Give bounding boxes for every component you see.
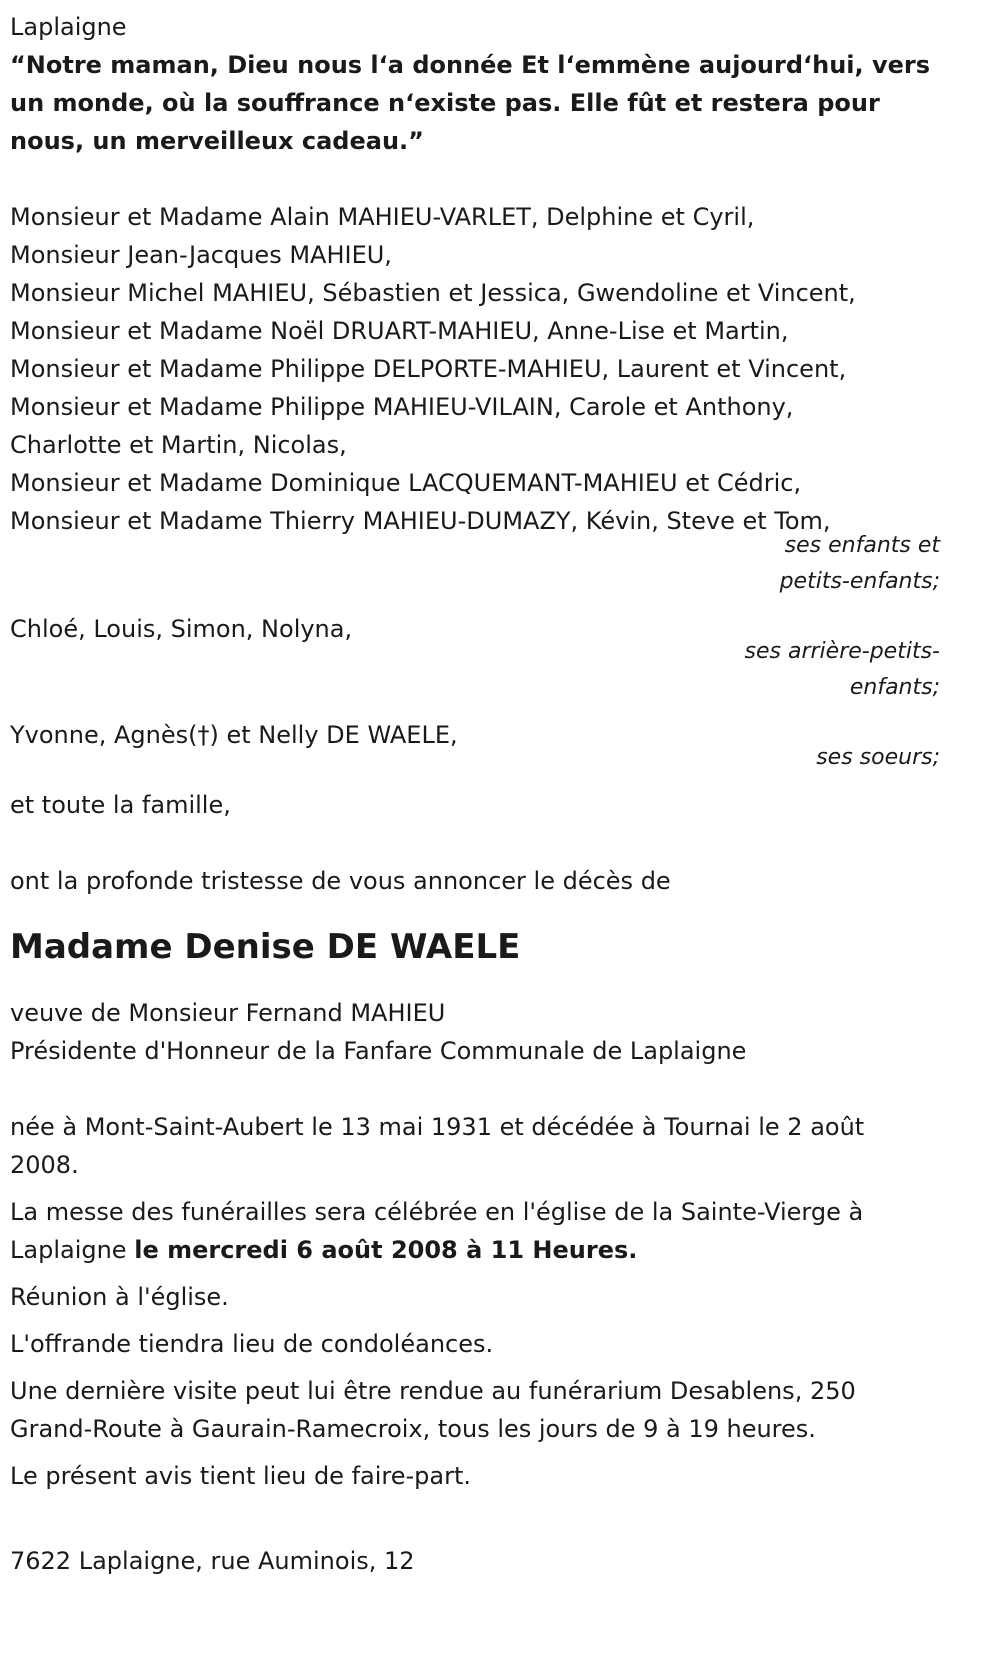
spacer	[10, 600, 940, 610]
memorial-quote: “Notre maman, Dieu nous l‘a donnée Et l‘emmène aujourd‘hui, vers un monde, où la souffrance n‘existe pas. Elle fût et restera pour nous, un merveilleux cadeau.”	[10, 51, 931, 155]
children-relation: petits-enfants;	[779, 569, 940, 594]
sisters-relation: ses soeurs;	[816, 745, 940, 770]
great-grandchildren-relation: ses arrière-petits-	[744, 639, 940, 664]
honorary-title: Présidente d'Honneur de la Fanfare Communale de Laplaigne	[10, 1037, 747, 1065]
spacer	[10, 824, 940, 862]
children-relation: ses enfants et	[784, 533, 940, 558]
offering-info: L'offrande tiendra lieu de condoléances.	[10, 1330, 494, 1358]
children-line: Monsieur et Madame Philippe MAHIEU-VILAIN, Carole et Anthony,	[10, 393, 794, 421]
children-line: Monsieur et Madame Noël DRUART-MAHIEU, Anne-Lise et Martin,	[10, 317, 789, 345]
widow-of: veuve de Monsieur Fernand MAHIEU	[10, 999, 446, 1027]
mass-info	[10, 1193, 940, 1269]
meeting-info: Réunion à l'église.	[10, 1283, 229, 1311]
spacer	[10, 1070, 940, 1108]
children-line: Charlotte et Martin, Nicolas,	[10, 431, 347, 459]
mass-intro: La messe des funérailles sera célébrée en l'église de la Sainte-Vierge à Laplaigne	[10, 1198, 864, 1264]
children-line: Monsieur et Madame Thierry MAHIEU-DUMAZY, Kévin, Steve et Tom,	[10, 507, 831, 535]
mass-date: le mercredi 6 août 2008 à 11 Heures.	[134, 1236, 638, 1264]
announcement: ont la profonde tristesse de vous annoncer le décès de	[10, 867, 671, 895]
children-line: Monsieur et Madame Dominique LACQUEMANT-MAHIEU et Cédric,	[10, 469, 802, 497]
address: 7622 Laplaigne, rue Auminois, 12	[10, 1547, 415, 1575]
children-line: Monsieur Jean-Jacques MAHIEU,	[10, 241, 392, 269]
header-place: Laplaigne	[10, 13, 127, 41]
spacer	[10, 1504, 940, 1542]
deceased-name: Madame Denise DE WAELE	[10, 927, 521, 967]
children-line: Monsieur et Madame Philippe DELPORTE-MAHIEU, Laurent et Vincent,	[10, 355, 847, 383]
great-grandchildren-block	[10, 610, 940, 706]
obituary-notice	[10, 8, 940, 1580]
notice-info: Le présent avis tient lieu de faire-part.	[10, 1462, 472, 1490]
spacer	[10, 160, 940, 198]
family-line: et toute la famille,	[10, 791, 231, 819]
sisters-block	[10, 716, 940, 776]
spacer	[10, 776, 940, 786]
children-list	[10, 198, 940, 600]
spacer	[10, 706, 940, 716]
great-grandchildren-relation: enfants;	[849, 675, 940, 700]
children-line: Monsieur Michel MAHIEU, Sébastien et Jessica, Gwendoline et Vincent,	[10, 279, 856, 307]
great-grandchildren-names: Chloé, Louis, Simon, Nolyna,	[10, 615, 353, 643]
birth-death: née à Mont-Saint-Aubert le 13 mai 1931 et décédée à Tournai le 2 août 2008.	[10, 1113, 865, 1179]
visit-info: Une dernière visite peut lui être rendue au funérarium Desablens, 250 Grand-Route à Gaurain-Ramecroix, tous les jours de 9 à 19 heures.	[10, 1377, 856, 1443]
sisters-names: Yvonne, Agnès(†) et Nelly DE WAELE,	[10, 721, 458, 749]
children-line: Monsieur et Madame Alain MAHIEU-VARLET, Delphine et Cyril,	[10, 203, 755, 231]
spacer	[10, 900, 940, 922]
spacer	[10, 972, 940, 994]
